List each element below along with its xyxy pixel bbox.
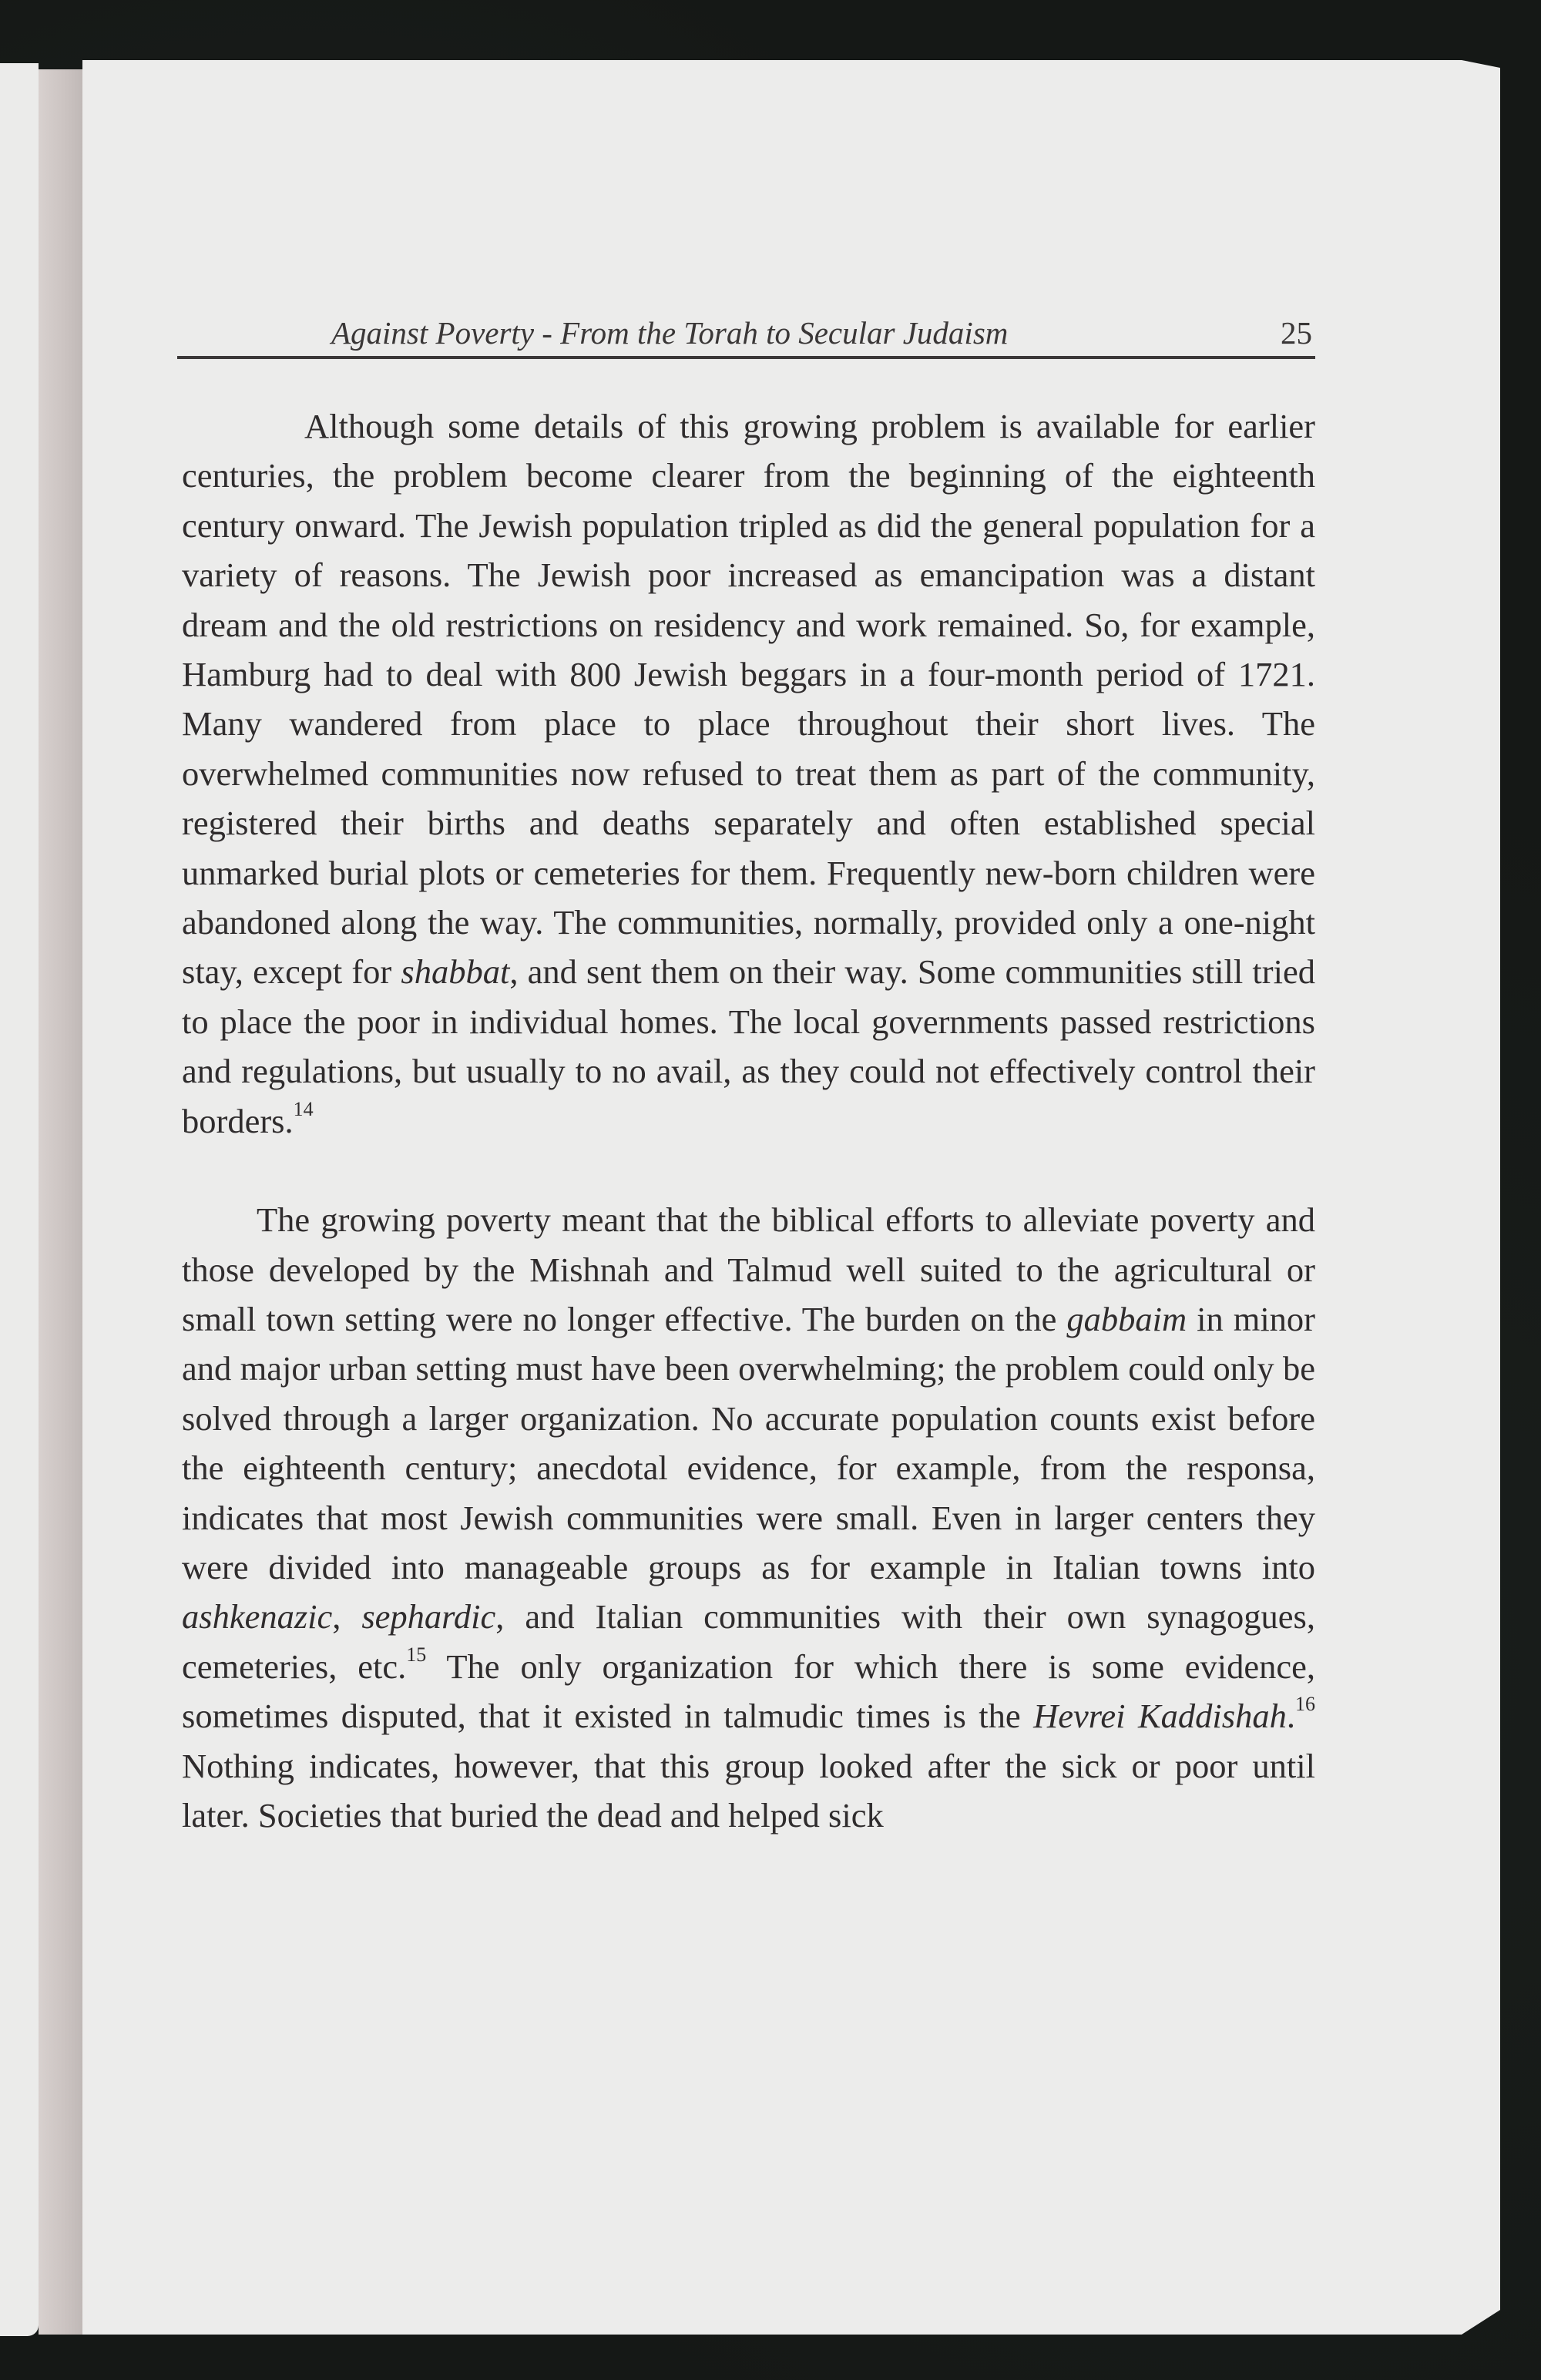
footnote-ref[interactable]: 15 [406, 1643, 427, 1666]
text-segment: , [332, 1597, 362, 1636]
footnote-ref[interactable]: 16 [1295, 1693, 1315, 1716]
running-header [177, 308, 1315, 359]
text-segment: in minor and major urban setting must have been overwhelming; the problem could only be solved through a larger organization. No accurate population counts exist before the eighteenth century; anecdotal evidence, for example, from the responsa, indicates that most Jewish communities were small. Even in larger centers they were divided into manageable groups as for example in Italian towns into [182, 1299, 1315, 1586]
body-text [182, 401, 1315, 1840]
italic-term: ashkenazic [182, 1597, 333, 1636]
italic-term: Hevrei Kaddishah [1033, 1697, 1287, 1736]
italic-term: sephardic [361, 1597, 496, 1636]
text-segment: Nothing indicates, however, that this group looked after the sick or poor until later. Societies that buried the dead and helped sick [182, 1746, 1315, 1835]
text-segment: . [1286, 1697, 1295, 1736]
book-gutter [39, 69, 83, 2335]
italic-term: gabbaim [1066, 1299, 1187, 1338]
page-number: 25 [1281, 315, 1312, 351]
text-segment: The growing poverty meant that the biblical efforts to alleviate poverty and those developed by the Mishnah and Talmud well suited to the agricultural or small town setting were no longer effective. The burden on the [182, 1200, 1315, 1338]
running-title: Against Poverty - From the Torah to Secular Judaism [331, 315, 1009, 351]
paragraph [182, 401, 1315, 1146]
text-segment: The only organization for which there is some evidence, sometimes disputed, that it existed in talmudic times is the [182, 1647, 1315, 1736]
text-segment: , and sent them on their way. Some communities still tried to place the poor in individual homes. The local governments passed restrictions and regulations, but usually to no avail, as they could not effectively control their borders. [182, 952, 1315, 1140]
text-segment: , and Italian communities with their own synagogues, cemeteries, etc. [182, 1597, 1315, 1686]
paragraph [182, 1195, 1315, 1840]
text-segment: Although some details of this growing problem is available for earlier centuries, the problem become clearer from the beginning of the eighteenth century onward. The Jewish population tripled as did the general population for a variety of reasons. The Jewish poor increased as emancipation was a distant dream and the old restrictions on residency and work remained. So, for example, Hamburg had to deal with 800 Jewish beggars in a four-month period of 1721. Many wandered from place to place throughout their short lives. The overwhelmed communities now refused to treat them as part of the community, registered their births and deaths separately and often established special unmarked burial plots or cemeteries for them. Frequently new-born children were abandoned along the way. The communities, normally, provided only a one-night stay, except for [182, 407, 1315, 992]
facing-page-edge [0, 63, 39, 2336]
footnote-ref[interactable]: 14 [293, 1097, 314, 1120]
italic-term: shabbat [401, 952, 510, 992]
